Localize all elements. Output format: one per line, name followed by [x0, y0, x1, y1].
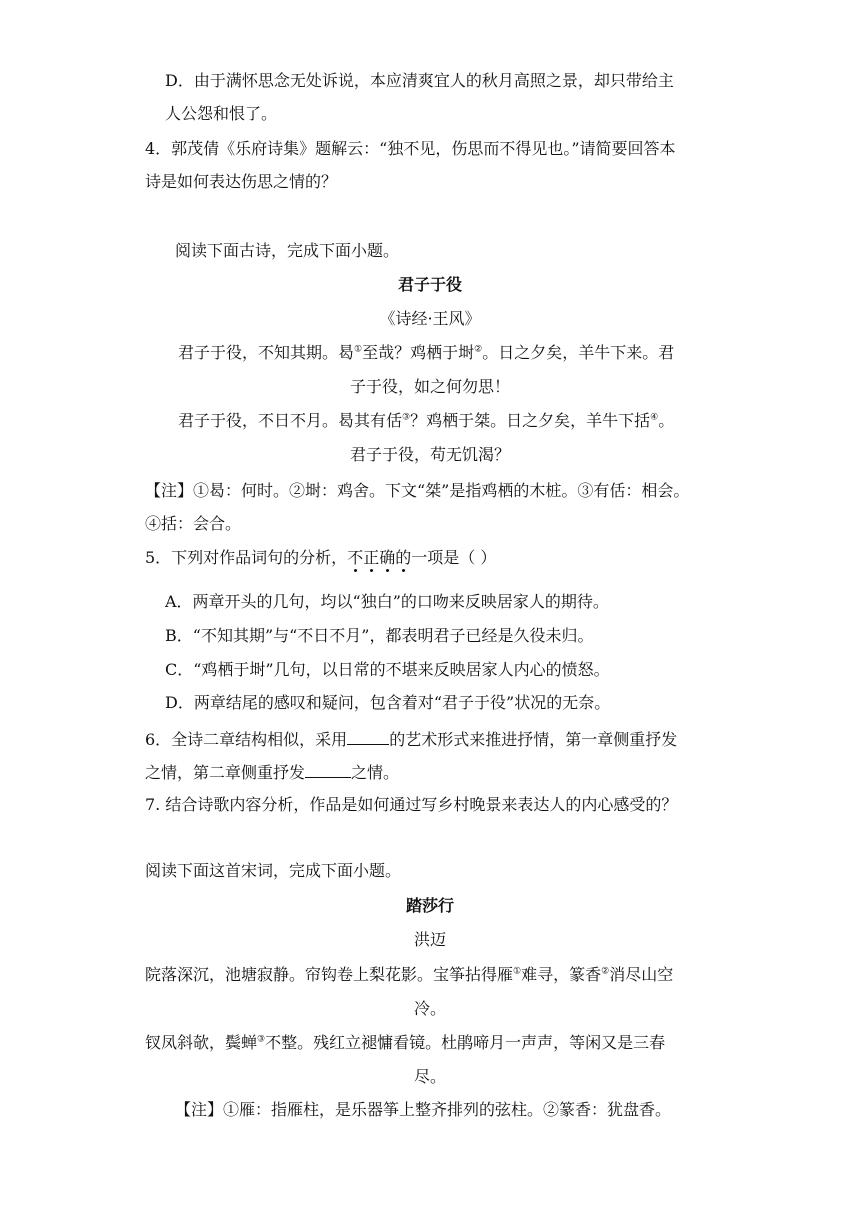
poem1-source: 《诗经·王风》 — [379, 309, 481, 328]
poem2-author: 洪迈 — [413, 930, 446, 949]
section3-instruction: 阅读下面这首宋词，完成下面小题。 — [145, 861, 402, 880]
emphasis-char: 不 — [347, 548, 364, 567]
q4-stem-line1: 4．郭茂倩《乐府诗集》题解云：“独不见，伤思而不得见也。”请简要回答本 — [145, 139, 676, 158]
poem2-line2-cont: 尽。 — [413, 1067, 446, 1086]
poem1-stanza2-line2: 君子于役，苟无饥渴？ — [349, 445, 510, 464]
q6-line1: 6．全诗二章结构相似，采用 的艺术形式来推进抒情，第一章侧重抒发 — [145, 727, 677, 751]
poem1-title: 君子于役 — [397, 275, 462, 294]
poem2-line2: 钗凤斜欹，鬓蝉③不整。残红立褪慵看镜。杜鹃啼月一声声，等闲又是三春 — [145, 1033, 666, 1052]
q5-option-b: B．“不知其期”与“不日不月”，都表明君子已经是久役未归。 — [165, 626, 594, 645]
emphasis-char: 确 — [379, 548, 396, 567]
q5-option-a: A．两章开头的几句，均以“独白”的口吻来反映居家人的期待。 — [165, 592, 609, 611]
poem2-line1: 院落深沉，池塘寂静。帘钩卷上梨花影。宝筝拈得雁①难寻，篆香②消尽山空 — [145, 965, 674, 984]
q7-stem: 7. 结合诗歌内容分析，作品是如何通过写乡村晚景来表达人的内心感受的？ — [145, 795, 678, 814]
q5-stem: 5．下列对作品词句的分析，不正确的一项是（ ） — [145, 548, 497, 567]
q4-stem-line2: 诗是如何表达伤思之情的？ — [145, 172, 338, 191]
q3-option-d-line1: D．由于满怀思念无处诉说，本应清爽宜人的秋月高照之景，却只带给主 — [165, 71, 674, 90]
poem1-stanza1-line2: 子于役，如之何勿思！ — [349, 377, 510, 396]
poem2-line1-cont: 冷。 — [413, 999, 446, 1018]
poem1-stanza1-line1: 君子于役，不知其期。曷①至哉？鸡栖于埘②。日之夕矣，羊牛下来。君 — [178, 343, 675, 362]
emphasis-char: 正 — [363, 548, 380, 567]
answer-blank-2[interactable] — [305, 760, 351, 778]
q6-line2: 之情，第二章侧重抒发 之情。 — [145, 760, 399, 784]
q3-option-d-line2: 人公怨和恨了。 — [165, 104, 278, 123]
poem1-note-line2: ④括：会合。 — [145, 514, 242, 533]
poem1-note-line1: 【注】①曷：何时。②埘：鸡舍。下文“桀”是指鸡栖的木桩。③有佸：相会。 — [145, 481, 690, 500]
poem2-title: 踏莎行 — [405, 896, 454, 915]
q5-option-d: D．两章结尾的感叹和疑问，包含着对“君子于役”状况的无奈。 — [165, 693, 611, 712]
poem1-stanza2-line1: 君子于役，不日不月。曷其有佸③？鸡栖于桀。日之夕矣，羊牛下括④。 — [178, 411, 675, 430]
emphasis-char: 的 — [395, 548, 412, 567]
section2-instruction: 阅读下面古诗，完成下面小题。 — [175, 241, 400, 260]
poem2-note: 【注】①雁：指雁柱，是乐器筝上整齐排列的弦柱。②篆香：犹盘香。 — [175, 1100, 672, 1119]
answer-blank-1[interactable] — [347, 727, 389, 745]
q5-option-c: C．“鸡栖于埘”几句，以日常的不堪来反映居家人内心的愤怒。 — [165, 660, 610, 679]
